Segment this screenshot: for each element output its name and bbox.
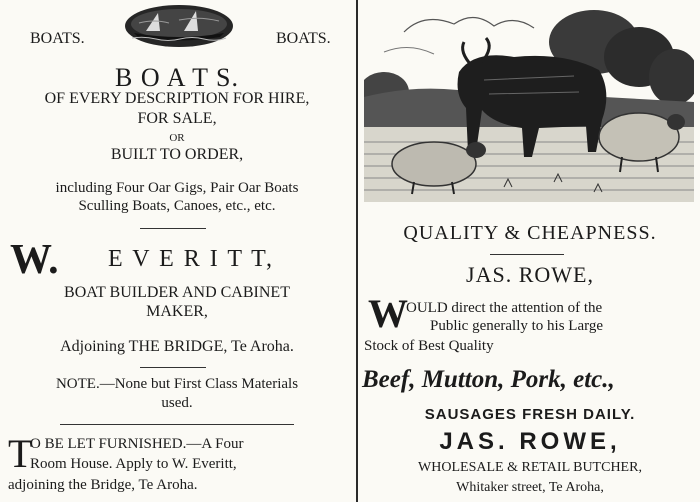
separator-rule [140,228,206,229]
or-line: OR [169,132,185,144]
header-right-boats: BOATS. [276,30,331,47]
to-let-line-2: Room House. Apply to W. Everitt, [30,456,237,472]
body-line-2: Public generally to his Large [430,318,604,334]
to-let-line-1: O BE LET FURNISHED.—A Four [30,436,244,452]
everitt-address: Adjoining THE BRIDGE, Te Aroha. [60,338,294,355]
column-divider [356,0,358,502]
note-line-2: used. [161,395,193,411]
for-sale-line: FOR SALE, [137,110,217,127]
boat-types-line-2: Sculling Boats, Canoes, etc., etc. [78,198,276,214]
butcher-trade: WHOLESALE & RETAIL BUTCHER, [418,460,642,475]
boats-headline: B O A T S. [115,63,239,92]
separator-rule [140,367,206,368]
to-let-line-3: adjoining the Bridge, Te Aroha. [8,477,198,493]
rowe-name-big: JAS. ROWE, [439,428,621,455]
body-line-1: OULD direct the attention of the [406,300,603,316]
everitt-surname: E V E R I T T, [108,246,275,272]
trade-line-2: MAKER, [146,303,208,320]
body-line-3: Stock of Best Quality [364,338,494,354]
to-let-dropcap: T [8,431,33,476]
would-dropcap: W [368,291,408,336]
note-line-1: NOTE.—None but First Class Materials [55,376,299,392]
everitt-initial: W. [10,237,59,283]
trade-line-1: BOAT BUILDER AND CABINET [64,284,290,301]
separator-rule [60,424,294,425]
cattle-engraving [364,2,694,202]
meat-products: Beef, Mutton, Pork, etc., [362,366,615,393]
built-to-order-line: BUILT TO ORDER, [110,146,244,163]
quality-slogan: QUALITY & CHEAPNESS. [403,222,657,244]
rowe-name-top: JAS. ROWE, [466,262,594,287]
butcher-advertisement [360,0,700,502]
separator-rule [490,254,564,255]
description-line: OF EVERY DESCRIPTION FOR HIRE, [44,90,310,107]
boat-illustration [124,3,234,49]
sausages-line: SAUSAGES FRESH DAILY. [424,406,636,423]
boat-types-line-1: including Four Oar Gigs, Pair Oar Boats [55,180,299,196]
header-left-boats: BOATS. [30,30,85,47]
butcher-address: Whitaker street, Te Aroha, [456,480,604,495]
